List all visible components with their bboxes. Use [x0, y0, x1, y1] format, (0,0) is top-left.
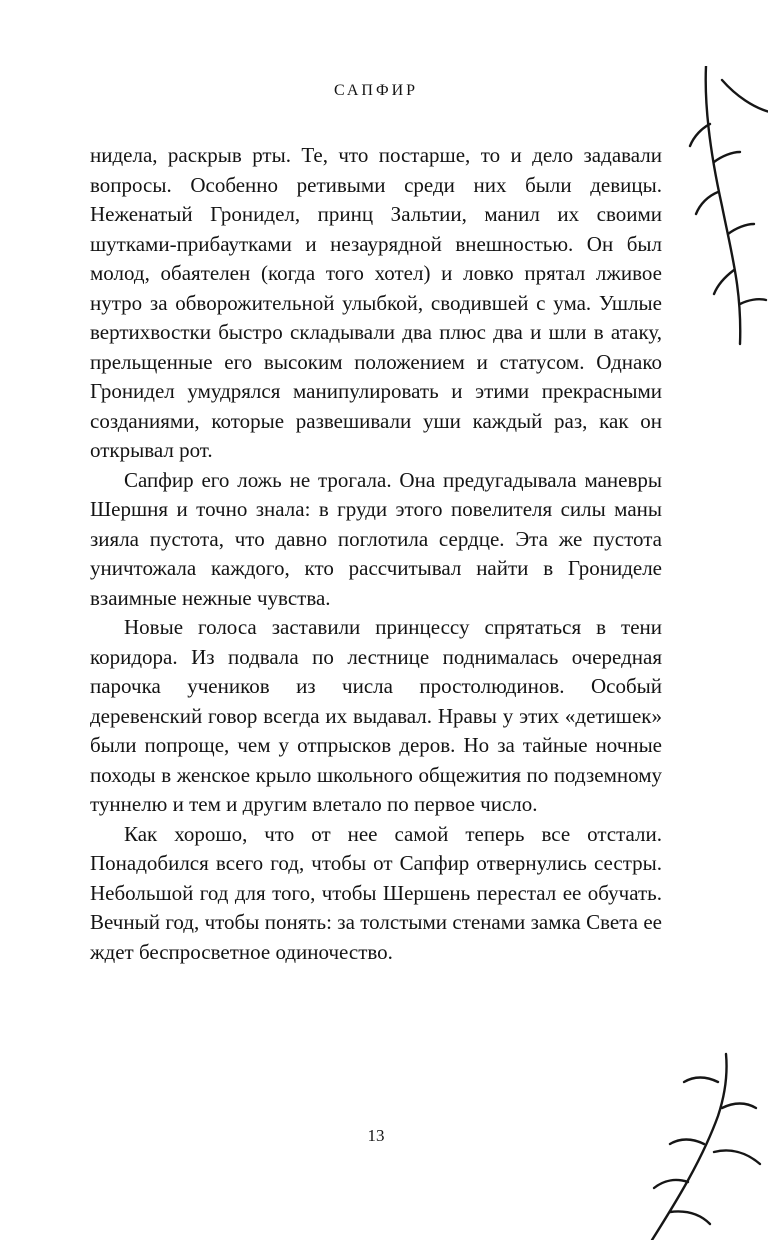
running-header: САПФИР: [333, 82, 419, 99]
paragraph: Как хорошо, что от нее самой теперь все отстали. Понадобился всего год, чтобы от Сапфир отвернулись сестры. Небольшой год для того, чтобы Шершень перестал ее обучать. Вечный год, чтобы понять: за толстыми стенами замка Света ее ждет беспросветное одиночество.: [90, 821, 662, 964]
paragraph: Сапфир его ложь не трогала. Она предугадывала маневры Шершня и точно знала: в груди этого повелителя силы маны зияла пустота, что давно поглотила сердце. Эта же пустота уничтожала каждого, кто рассчитывал найти в Грониделе взаимные нежные чувства.: [90, 467, 662, 610]
paragraph: Новые голоса заставили принцессу спрятаться в тени коридора. Из подвала по лестнице поднималась очередная парочка учеников из числа простолюдинов. Особый деревенский говор всегда их выдавал. Нравы у этих «детишек» были попроще, чем у отпрысков деров. Но за тайные ночные походы в женское крыло школьного общежития по подземному туннелю и тем и другим влетало по первое число.: [90, 615, 662, 816]
branch-ornament-top-icon: [670, 66, 768, 346]
branch-ornament-bottom-icon: [618, 1052, 768, 1240]
body-text: [90, 141, 662, 967]
page-number: 13: [367, 1126, 385, 1145]
paragraph: нидела, раскрыв рты. Те, что постарше, то и дело задавали вопросы. Особенно ретивыми среди них были девицы. Неженатый Гронидел, принц Зальтии, манил их своими шутками-прибаутками и незаурядной внешностью. Он был молод, обаятелен (когда того хотел) и ловко прятал лживое нутро за обворожительной улыбкой, сводившей с ума. Ушлые вертихвостки быстро складывали два плюс два и шли в атаку, прельщенные его высоким положением и статусом. Однако Гронидел умудрялся манипулировать и этими прекрасными созданиями, которые развешивали уши каждый раз, как он открывал рот.: [90, 143, 662, 462]
